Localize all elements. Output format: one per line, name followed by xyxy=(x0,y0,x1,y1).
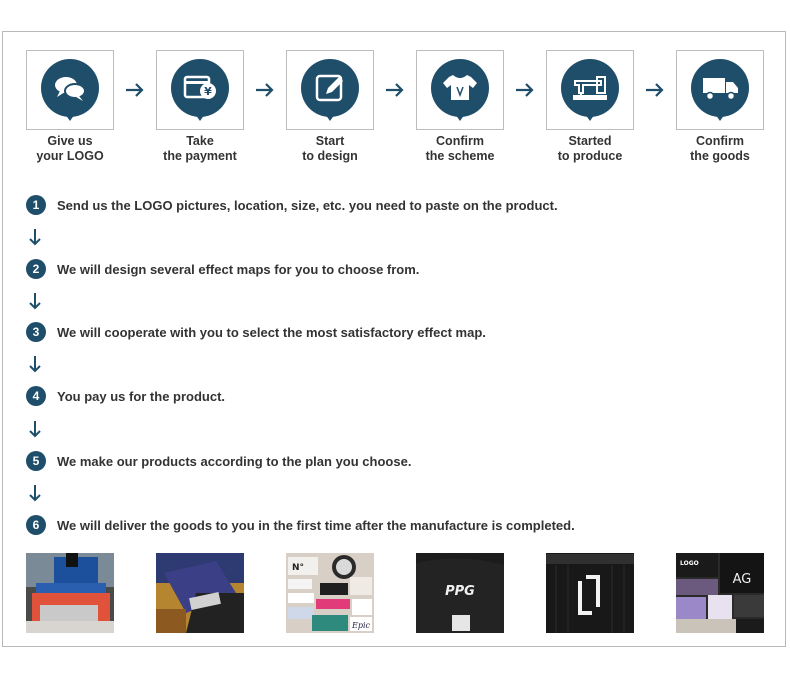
chat-bubbles-icon xyxy=(41,59,99,117)
sewing-machine-icon xyxy=(561,59,619,117)
instruction-item xyxy=(26,321,486,343)
instruction-text: We will design several effect maps for you to choose from. xyxy=(57,261,420,277)
step-start-produce xyxy=(546,50,634,130)
step-label: Take the payment xyxy=(163,134,237,163)
step-label: Start to design xyxy=(302,134,358,163)
step-number-badge: 2 xyxy=(26,259,46,279)
collage-logo-text: AG xyxy=(732,572,752,587)
delivery-truck-icon xyxy=(691,59,749,117)
instruction-item xyxy=(26,258,419,280)
heat-press-machine-photo xyxy=(26,553,114,633)
step-label: Confirm the goods xyxy=(690,134,750,163)
arrow-down-icon xyxy=(28,355,42,373)
arrow-down-icon xyxy=(28,420,42,438)
step-give-logo xyxy=(26,50,114,130)
step-confirm-goods xyxy=(676,50,764,130)
woven-labels-photo xyxy=(286,553,374,633)
collage-logo-text: LOGO xyxy=(680,560,699,567)
instruction-text: We will cooperate with you to select the most satisfactory effect map. xyxy=(57,324,486,340)
instruction-item xyxy=(26,450,411,472)
arrow-down-icon xyxy=(28,292,42,310)
step-label: Started to produce xyxy=(557,134,623,163)
tshirt-icon xyxy=(431,59,489,117)
instruction-item xyxy=(26,514,575,536)
step-confirm-scheme xyxy=(416,50,504,130)
arrow-right-icon xyxy=(644,80,666,100)
step-start-design xyxy=(286,50,374,130)
arrow-right-icon xyxy=(124,80,146,100)
arrow-right-icon xyxy=(254,80,276,100)
step-number-badge: 6 xyxy=(26,515,46,535)
printed-logo-garment-photo xyxy=(416,553,504,633)
instruction-text: We will deliver the goods to you in the first time after the manufacture is completed. xyxy=(57,517,575,533)
label-tag-text: N° xyxy=(292,563,305,573)
step-take-payment xyxy=(156,50,244,130)
svg-text:¥: ¥ xyxy=(204,85,212,98)
instruction-text: We make our products according to the plan you choose. xyxy=(57,453,412,469)
arrow-right-icon xyxy=(514,80,536,100)
print-logo-text: PPG xyxy=(445,584,475,599)
logo-collage-photo xyxy=(676,553,764,633)
step-number-badge: 1 xyxy=(26,195,46,215)
step-label: Confirm the scheme xyxy=(425,134,495,163)
pencil-edit-icon xyxy=(301,59,359,117)
step-number-badge: 4 xyxy=(26,386,46,406)
instruction-item xyxy=(26,194,558,216)
printed-logo-shorts-photo xyxy=(546,553,634,633)
instruction-text: You pay us for the product. xyxy=(57,388,226,404)
label-tag-text: Epic xyxy=(352,621,370,630)
payment-card-yen-icon xyxy=(171,59,229,117)
arrow-down-icon xyxy=(28,484,42,502)
step-number-badge: 5 xyxy=(26,451,46,471)
arrow-right-icon xyxy=(384,80,406,100)
instruction-text: Send us the LOGO pictures, location, size, etc. you need to paste on the product. xyxy=(57,197,558,213)
step-number-badge: 3 xyxy=(26,322,46,342)
step-label: Give us your LOGO xyxy=(36,134,104,163)
instruction-item xyxy=(26,385,225,407)
arrow-down-icon xyxy=(28,228,42,246)
heat-transfer-photo xyxy=(156,553,244,633)
